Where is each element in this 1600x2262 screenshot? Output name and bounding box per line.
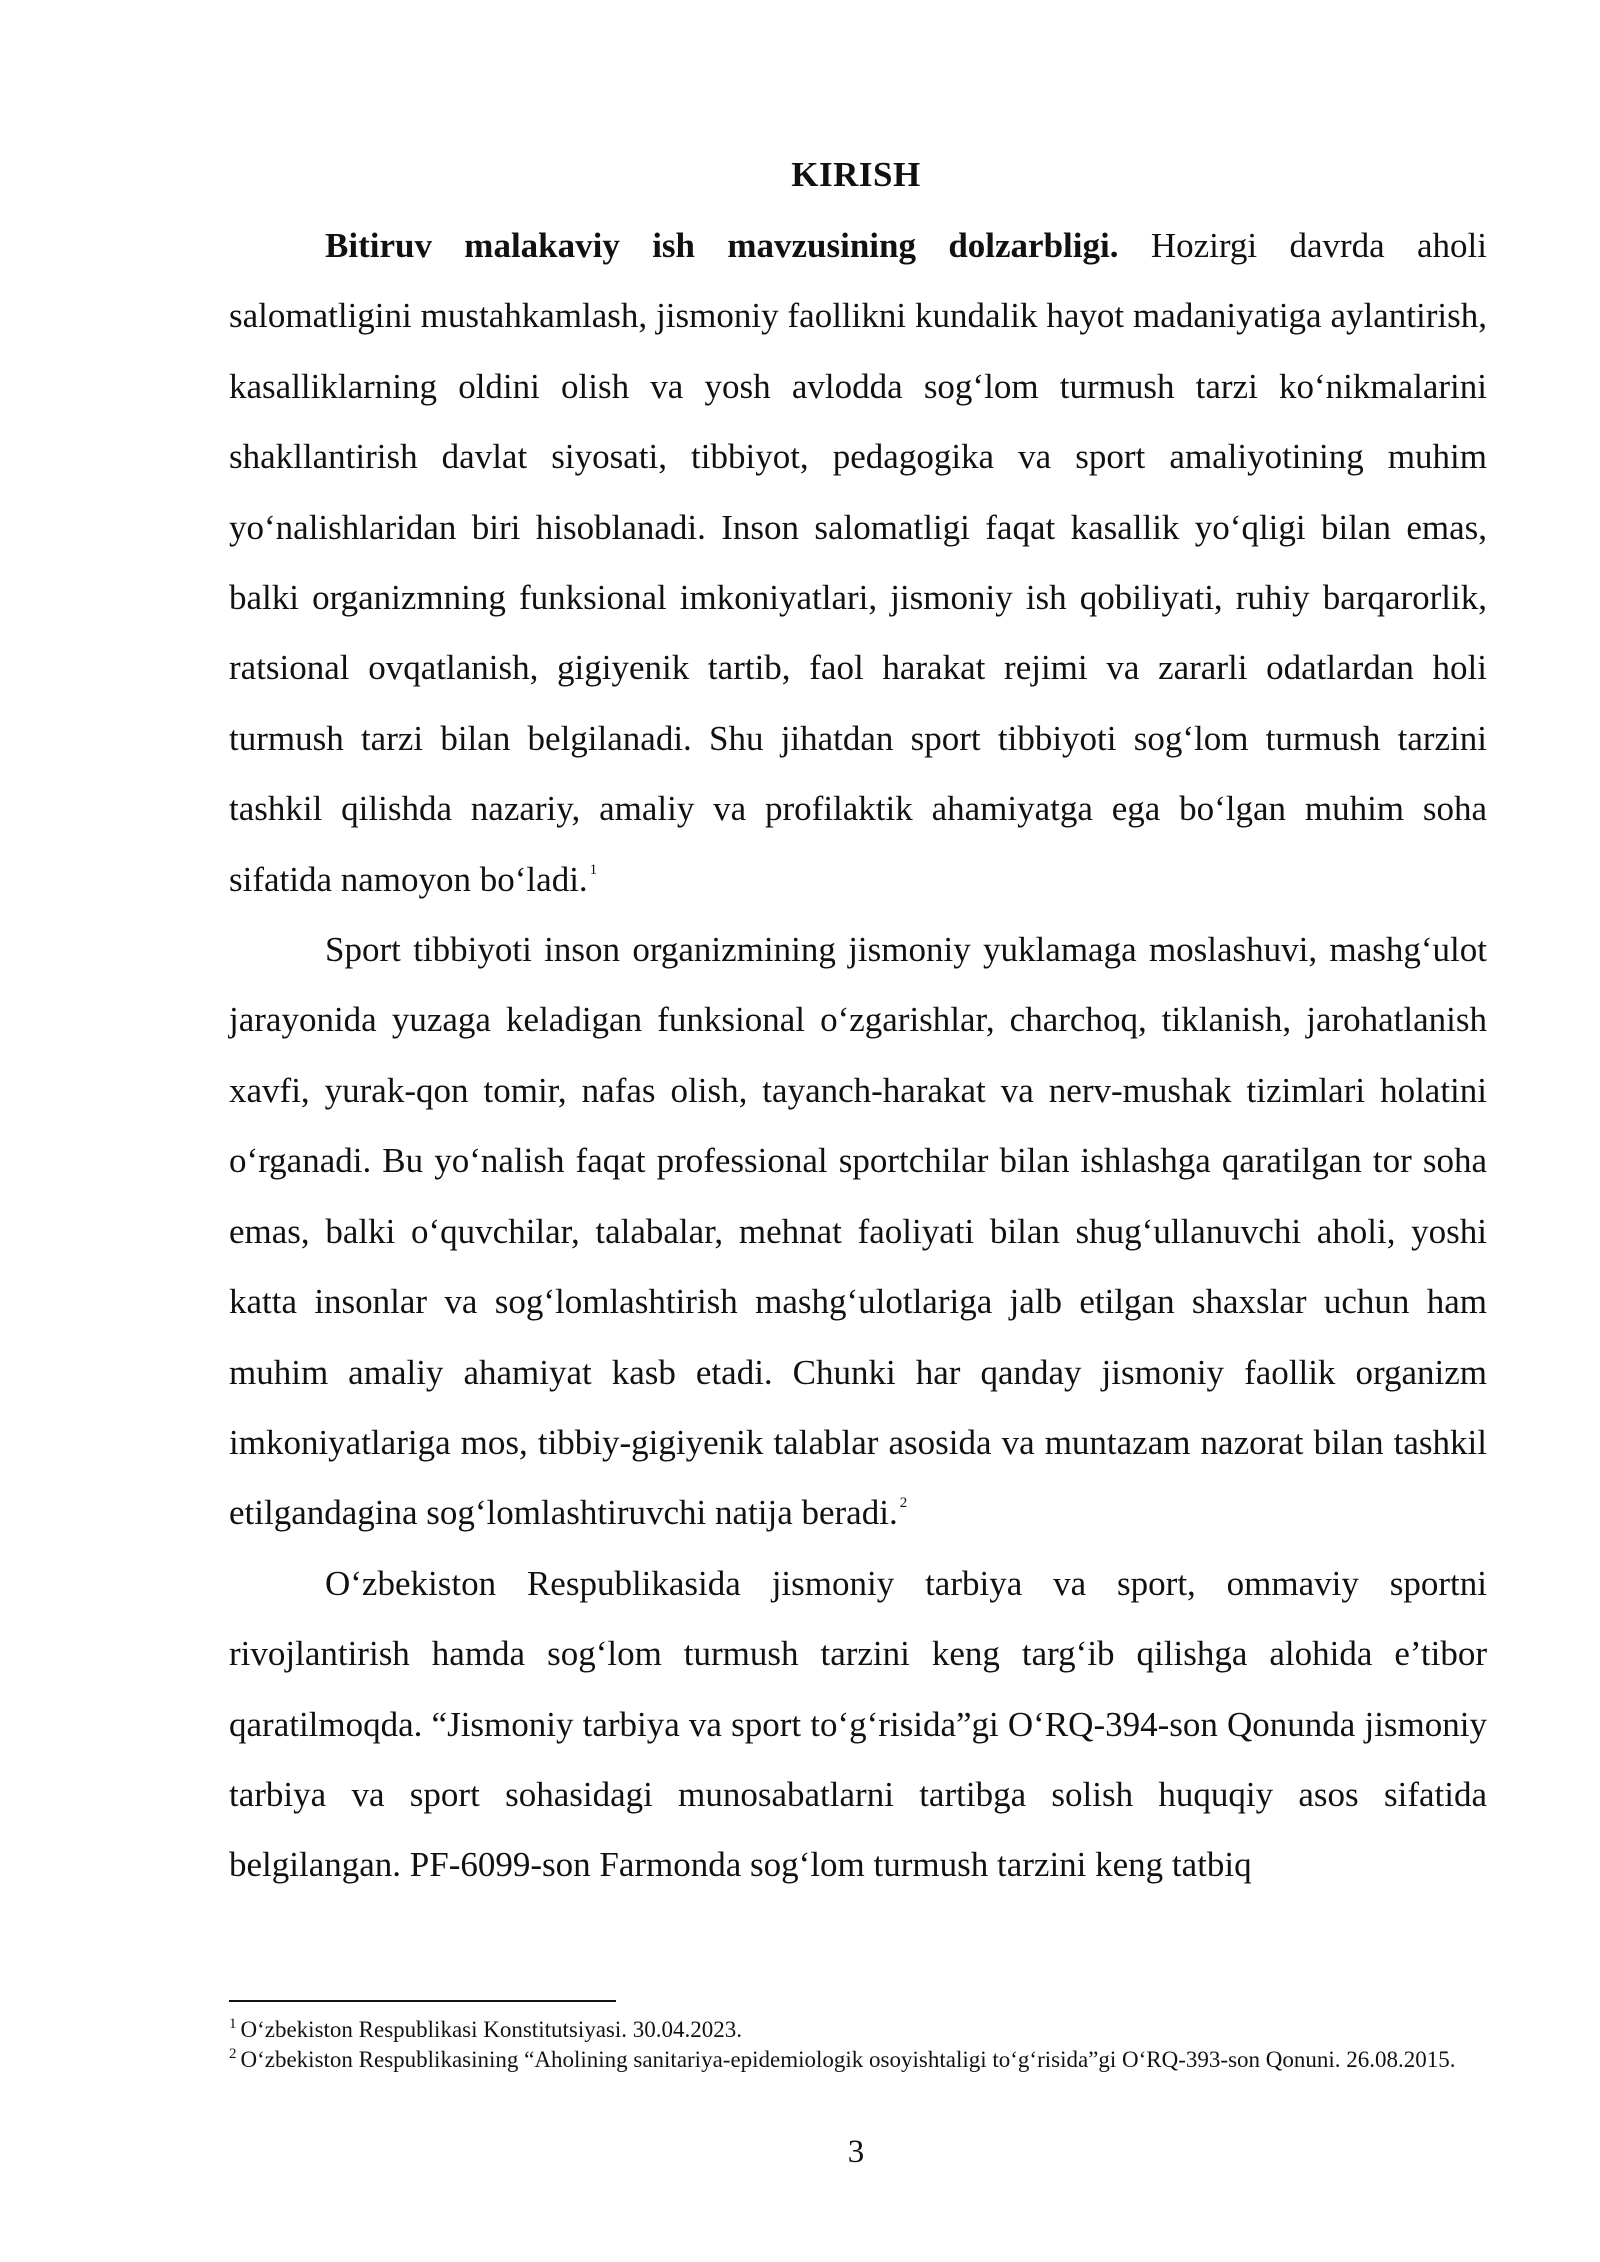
body-text	[229, 211, 1487, 1901]
page-number: 3	[847, 2134, 865, 2170]
footnote-1	[229, 2015, 1487, 2045]
paragraph-uzbekistan-policy	[229, 1549, 1487, 1901]
footnote-number: 1	[229, 2016, 237, 2032]
footnote-2	[229, 2045, 1487, 2075]
paragraph-sports-medicine	[229, 915, 1487, 1549]
footnote-text: O‘zbekiston Respublikasining “Aholining sanitariya-epidemiologik osoyishtaligi to‘g‘risida”gi O‘RQ-393-son Qonuni. 26.08.2015.	[240, 2047, 1456, 2072]
paragraph-text: Sport tibbiyoti inson organizmining jismoniy yuklamaga moslashuvi, mashg‘ulot jarayonida yuzaga keladigan funksional o‘zgarishlar, charchoq, tiklanish, jarohatlanish xavfi, yurak-qon tomir, nafas olish, tayanch-harakat va nerv-mushak tizimlari holatini o‘rganadi. Bu yo‘nalish faqat professional sportchilar bilan ishlashga qaratilgan tor soha emas, balki o‘quvchilar, talabalar, mehnat faoliyati bilan shug‘ullanuvchi aholi, yoshi katta insonlar va sog‘lomlashtirish mashg‘ulotlariga jalb etilgan shaxslar uchun ham muhim amaliy ahamiyat kasb etadi. Chunki har qanday jismoniy faollik organizm imkoniyatlariga mos, tibbiy-gigiyenik talablar asosida va muntazam nazorat bilan tashkil etilgandagina sog‘lomlashtiruvchi natija beradi.	[229, 930, 1487, 1533]
footnote-text: O‘zbekiston Respublikasi Konstitutsiyasi. 30.04.2023.	[240, 2017, 743, 2042]
footnote-ref-1[interactable]: 1	[589, 861, 598, 878]
paragraph-relevance	[229, 211, 1487, 915]
footnote-ref-2[interactable]: 2	[899, 1495, 908, 1512]
paragraph-text: Hozirgi davrda aholi salomatligini mustahkamlash, jismoniy faollikni kundalik hayot madaniyatiga aylantirish, kasalliklarning oldini olish va yosh avlodda sog‘lom turmush tarzi ko‘nikmalarini shakllantirish davlat siyosati, tibbiyot, pedagogika va sport amaliyotining muhim yo‘nalishlaridan biri hisoblanadi. Inson salomatligi faqat kasallik yo‘qligi bilan emas, balki organizmning funksional imkoniyatlari, jismoniy ish qobiliyati, ruhiy barqarorlik, ratsional ovqatlanish, gigiyenik tartib, faol harakat rejimi va zararli odatlardan holi turmush tarzi bilan belgilanadi. Shu jihatdan sport tibbiyoti sog‘lom turmush tarzini tashkil qilishda nazariy, amaliy va profilaktik ahamiyatga ega bo‘lgan muhim soha sifatida namoyon bo‘ladi.	[229, 226, 1487, 899]
footnotes	[229, 2015, 1487, 2075]
paragraph-lead: Bitiruv malakaviy ish mavzusining dolzarbligi.	[325, 226, 1119, 265]
footnote-number: 2	[229, 2046, 237, 2062]
section-heading: KIRISH	[791, 155, 921, 194]
paragraph-text: O‘zbekiston Respublikasida jismoniy tarbiya va sport, ommaviy sportni rivojlantirish hamda sog‘lom turmush tarzini keng targ‘ib qilishga alohida e’tibor qaratilmoqda. “Jismoniy tarbiya va sport to‘g‘risida”gi O‘RQ-394-son Qonunda jismoniy tarbiya va sport sohasidagi munosabatlarni tartibga solish huquqiy asos sifatida belgilangan. PF-6099-son Farmonda sog‘lom turmush tarzini keng tatbiq	[229, 1563, 1487, 1885]
footnote-separator	[229, 2000, 616, 2002]
